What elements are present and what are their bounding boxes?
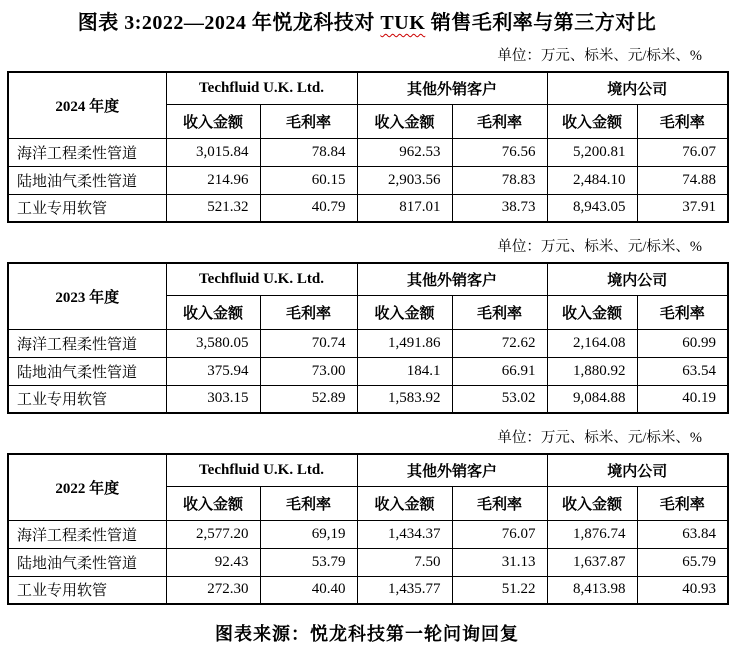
value-cell: 76.07 [637, 138, 728, 166]
table-row [8, 520, 728, 548]
gross-margin-table-2022 [7, 453, 729, 605]
value-cell: 184.1 [357, 357, 452, 385]
sub-header-cell: 收入金额 [357, 295, 452, 329]
value-cell: 2,577.20 [166, 520, 260, 548]
value-cell: 60.15 [260, 166, 357, 194]
sub-header-cell: 毛利率 [452, 486, 547, 520]
value-cell: 38.73 [452, 194, 547, 222]
value-cell: 5,200.81 [547, 138, 637, 166]
table-row [8, 194, 728, 222]
value-cell: 521.32 [166, 194, 260, 222]
value-cell: 7.50 [357, 548, 452, 576]
sub-header-cell: 收入金额 [166, 295, 260, 329]
value-cell: 303.15 [166, 385, 260, 413]
value-cell: 3,015.84 [166, 138, 260, 166]
row-label-cell: 陆地油气柔性管道 [8, 357, 166, 385]
title-prefix: 图表 3:2022—2024 年悦龙科技对 [77, 12, 381, 34]
unit-note: 单位：万元、标米、元/标米、% [497, 48, 702, 64]
group-header-cell: 其他外销客户 [357, 454, 547, 486]
year-header-cell: 2023 年度 [8, 263, 166, 329]
unit-note: 单位：万元、标米、元/标米、% [497, 239, 702, 255]
sub-header-cell: 收入金额 [357, 104, 452, 138]
value-cell: 76.07 [452, 520, 547, 548]
value-cell: 1,583.92 [357, 385, 452, 413]
value-cell: 1,876.74 [547, 520, 637, 548]
value-cell: 53.02 [452, 385, 547, 413]
value-cell: 70.74 [260, 329, 357, 357]
row-label-cell: 陆地油气柔性管道 [8, 166, 166, 194]
value-cell: 73.00 [260, 357, 357, 385]
value-cell: 65.79 [637, 548, 728, 576]
value-cell: 962.53 [357, 138, 452, 166]
group-header-cell: Techfluid U.K. Ltd. [166, 72, 357, 104]
row-label-cell: 陆地油气柔性管道 [8, 548, 166, 576]
value-cell: 375.94 [166, 357, 260, 385]
value-cell: 76.56 [452, 138, 547, 166]
value-cell: 8,413.98 [547, 576, 637, 604]
value-cell: 1,435.77 [357, 576, 452, 604]
value-cell: 92.43 [166, 548, 260, 576]
value-cell: 272.30 [166, 576, 260, 604]
title-tuk-highlight: TUK [380, 12, 426, 34]
year-header-cell: 2024 年度 [8, 72, 166, 138]
group-header-cell: 其他外销客户 [357, 263, 547, 295]
value-cell: 3,580.05 [166, 329, 260, 357]
value-cell: 52.89 [260, 385, 357, 413]
sub-header-cell: 收入金额 [166, 104, 260, 138]
value-cell: 78.84 [260, 138, 357, 166]
gross-margin-table-2023 [7, 262, 729, 414]
sub-header-cell: 收入金额 [547, 486, 637, 520]
row-label-cell: 海洋工程柔性管道 [8, 138, 166, 166]
table-row [8, 138, 728, 166]
table-row [8, 329, 728, 357]
table-row [8, 166, 728, 194]
value-cell: 74.88 [637, 166, 728, 194]
group-header-cell: 境内公司 [547, 263, 728, 295]
value-cell: 72.62 [452, 329, 547, 357]
value-cell: 66.91 [452, 357, 547, 385]
value-cell: 40.40 [260, 576, 357, 604]
source-note: 图表来源：悦龙科技第一轮问询回复 [215, 624, 519, 644]
sub-header-cell: 毛利率 [260, 104, 357, 138]
sub-header-cell: 收入金额 [357, 486, 452, 520]
row-label-cell: 工业专用软管 [8, 385, 166, 413]
value-cell: 63.84 [637, 520, 728, 548]
group-header-cell: 境内公司 [547, 454, 728, 486]
sub-header-cell: 收入金额 [166, 486, 260, 520]
sub-header-cell: 毛利率 [637, 486, 728, 520]
value-cell: 2,164.08 [547, 329, 637, 357]
title-suffix: 销售毛利率与第三方对比 [425, 12, 657, 34]
sub-header-cell: 毛利率 [637, 295, 728, 329]
value-cell: 817.01 [357, 194, 452, 222]
group-header-cell: 其他外销客户 [357, 72, 547, 104]
page-title [0, 0, 734, 37]
value-cell: 214.96 [166, 166, 260, 194]
value-cell: 2,903.56 [357, 166, 452, 194]
row-label-cell: 海洋工程柔性管道 [8, 329, 166, 357]
table-row [8, 385, 728, 413]
value-cell: 1,434.37 [357, 520, 452, 548]
value-cell: 1,880.92 [547, 357, 637, 385]
value-cell: 2,484.10 [547, 166, 637, 194]
sub-header-cell: 毛利率 [260, 295, 357, 329]
row-label-cell: 工业专用软管 [8, 194, 166, 222]
sub-header-cell: 收入金额 [547, 295, 637, 329]
value-cell: 60.99 [637, 329, 728, 357]
value-cell: 9,084.88 [547, 385, 637, 413]
table-row [8, 357, 728, 385]
value-cell: 69,19 [260, 520, 357, 548]
unit-note: 单位：万元、标米、元/标米、% [497, 430, 702, 446]
value-cell: 40.79 [260, 194, 357, 222]
row-label-cell: 海洋工程柔性管道 [8, 520, 166, 548]
table-row [8, 576, 728, 604]
sub-header-cell: 收入金额 [547, 104, 637, 138]
value-cell: 63.54 [637, 357, 728, 385]
table-row [8, 548, 728, 576]
sub-header-cell: 毛利率 [452, 295, 547, 329]
value-cell: 40.19 [637, 385, 728, 413]
table-sections [0, 47, 734, 605]
value-cell: 40.93 [637, 576, 728, 604]
group-header-cell: Techfluid U.K. Ltd. [166, 454, 357, 486]
sub-header-cell: 毛利率 [452, 104, 547, 138]
value-cell: 53.79 [260, 548, 357, 576]
value-cell: 8,943.05 [547, 194, 637, 222]
value-cell: 1,491.86 [357, 329, 452, 357]
year-header-cell: 2022 年度 [8, 454, 166, 520]
row-label-cell: 工业专用软管 [8, 576, 166, 604]
value-cell: 78.83 [452, 166, 547, 194]
value-cell: 1,637.87 [547, 548, 637, 576]
gross-margin-table-2024 [7, 71, 729, 223]
value-cell: 51.22 [452, 576, 547, 604]
group-header-cell: Techfluid U.K. Ltd. [166, 263, 357, 295]
sub-header-cell: 毛利率 [637, 104, 728, 138]
sub-header-cell: 毛利率 [260, 486, 357, 520]
value-cell: 37.91 [637, 194, 728, 222]
value-cell: 31.13 [452, 548, 547, 576]
group-header-cell: 境内公司 [547, 72, 728, 104]
